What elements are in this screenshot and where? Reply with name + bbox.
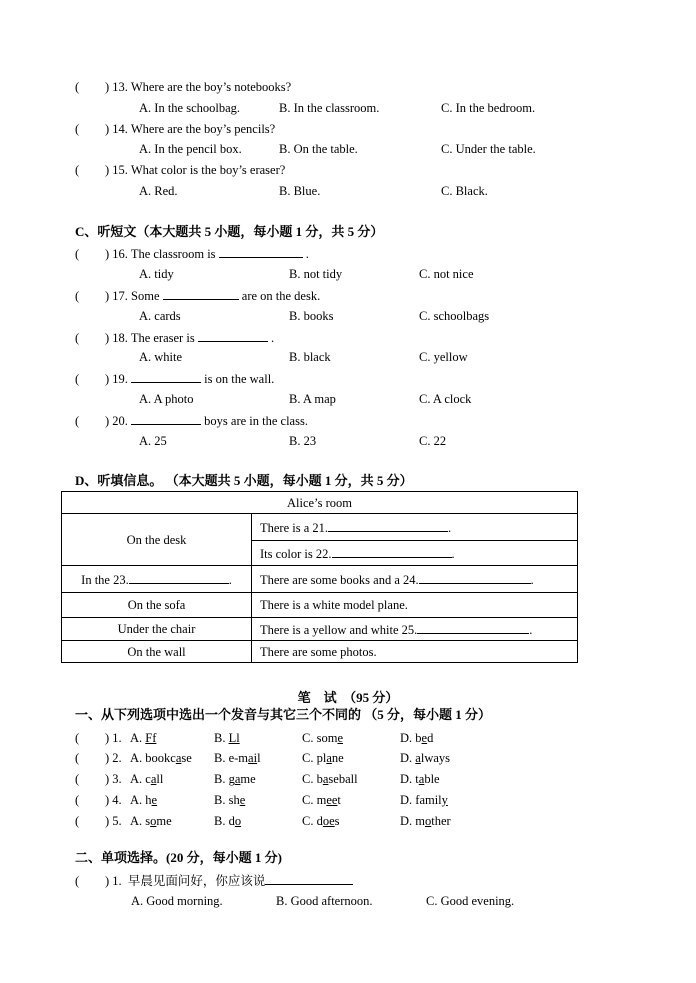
question-text: . <box>270 331 275 345</box>
underlined-letters: a <box>150 772 157 786</box>
underlined-letters: ee <box>326 793 338 807</box>
underlined-letters: a <box>415 751 421 765</box>
question-text: . <box>305 247 309 261</box>
underlined-letters: y <box>441 793 448 807</box>
word-part: se <box>181 751 192 765</box>
option-b[interactable]: B. books <box>289 309 334 323</box>
word-part: ne <box>331 751 344 765</box>
option-c[interactable]: C. Black. <box>441 184 488 198</box>
word-part: C. m <box>302 793 327 807</box>
question-text: The classroom is <box>130 247 216 261</box>
underlined-letters: a <box>418 772 425 786</box>
question-row: ( ) 15. What color is the boy’s eraser? <box>75 163 286 177</box>
section-c-title: C、听短文（本大题共 5 小题，每小题 1 分，共 5 分） <box>75 224 384 239</box>
word-part: A. h <box>130 793 152 807</box>
option-a[interactable] <box>130 771 163 787</box>
word-part: C. d <box>302 814 323 828</box>
word-part: C. som <box>302 731 338 745</box>
word-part: D. famil <box>400 793 442 807</box>
option-c[interactable] <box>302 813 340 829</box>
option-c[interactable]: C. yellow <box>419 350 468 364</box>
question-row: ( ) 2. <box>75 751 122 765</box>
answer-paren[interactable]: ( <box>75 122 80 136</box>
option-a[interactable]: A. cards <box>139 309 181 323</box>
word-part: me <box>240 772 256 786</box>
table-cell-right: There are some books and a 24. . <box>252 566 578 593</box>
table-cell-left: On the sofa <box>62 593 252 618</box>
table-title: Alice’s room <box>62 492 578 514</box>
table-cell-left: Under the chair <box>62 618 252 641</box>
word-part: ll <box>156 772 164 786</box>
option-c[interactable]: C. Under the table. <box>441 142 536 156</box>
option-d[interactable] <box>400 730 433 746</box>
answer-paren[interactable]: ( <box>75 731 80 745</box>
option-a[interactable]: A. white <box>139 350 183 364</box>
answer-blank[interactable] <box>219 245 303 258</box>
question-text: What color is the boy’s eraser? <box>130 163 286 177</box>
question-number: 15 <box>112 163 125 177</box>
option-a[interactable]: A. Red. <box>139 184 178 198</box>
underlined-letters: e <box>337 731 343 745</box>
question-row: ( ) 4. <box>75 793 122 807</box>
question-number: 5 <box>112 814 119 828</box>
question-row: ( ) 1. <box>75 731 122 745</box>
answer-paren[interactable]: ( <box>75 289 80 303</box>
word-part: D. <box>400 751 416 765</box>
answer-blank[interactable] <box>265 872 353 885</box>
option-c[interactable]: C. 22 <box>419 434 447 448</box>
option-b[interactable]: B. Blue. <box>279 184 321 198</box>
option-b[interactable]: B. 23 <box>289 434 317 448</box>
answer-blank-24[interactable] <box>419 571 531 584</box>
option-b[interactable]: B. In the classroom. <box>279 101 380 115</box>
option-c[interactable] <box>302 771 358 787</box>
answer-paren[interactable]: ( <box>75 793 80 807</box>
underlined-letters: a <box>322 772 329 786</box>
word-part: d <box>427 731 434 745</box>
word-part: D. t <box>400 772 419 786</box>
table-cell-right: There is a yellow and white 25. . <box>252 618 578 641</box>
question-row: ( ) 19. is on the wall. <box>75 372 275 386</box>
table-cell-right: There is a white model plane. <box>252 593 578 618</box>
question-row: ( ) 1. 早晨见面问好，你应该说 <box>75 872 353 889</box>
option-b[interactable] <box>214 813 241 829</box>
option-d[interactable] <box>400 813 451 829</box>
option-a[interactable]: A. A photo <box>139 392 194 406</box>
word-part: B. <box>214 731 229 745</box>
word-part: B. g <box>214 772 235 786</box>
question-number: 18 <box>112 331 125 345</box>
option-a[interactable]: A. In the schoolbag. <box>139 101 241 115</box>
option-b[interactable] <box>214 750 261 766</box>
word-part: me <box>156 814 172 828</box>
word-part: A. s <box>130 814 151 828</box>
underlined-letters: e <box>151 793 158 807</box>
option-a[interactable] <box>130 792 157 808</box>
table-cell-right: Its color is 22. . <box>252 541 578 566</box>
option-a[interactable]: A. 25 <box>139 434 167 448</box>
word-part: D. m <box>400 814 425 828</box>
question-number: 2 <box>112 751 119 765</box>
option-b[interactable] <box>214 730 240 746</box>
answer-blank[interactable] <box>131 412 201 425</box>
option-a[interactable] <box>130 730 156 746</box>
question-row: ( ) 3. <box>75 772 122 786</box>
option-b[interactable] <box>214 792 245 808</box>
option-c[interactable]: C. A clock <box>419 392 472 406</box>
question-text: boys are in the class. <box>204 414 308 428</box>
word-part: B. sh <box>214 793 240 807</box>
answer-paren[interactable]: ( <box>75 331 80 345</box>
question-number: 13 <box>112 80 125 94</box>
question-text: Where are the boy’s notebooks? <box>130 80 292 94</box>
question-text: The eraser is <box>130 331 195 345</box>
option-a[interactable]: A. In the pencil box. <box>139 142 242 156</box>
question-number: 3 <box>112 772 119 786</box>
word-part: B. d <box>214 814 235 828</box>
word-part: t <box>337 793 341 807</box>
question-number: 17 <box>112 289 125 303</box>
answer-blank[interactable] <box>131 370 201 383</box>
question-number: 4 <box>112 793 119 807</box>
word-part: s <box>334 814 340 828</box>
question-number: 1 <box>112 731 119 745</box>
option-d[interactable] <box>400 771 440 787</box>
option-d[interactable] <box>400 750 450 766</box>
underlined-letters: o <box>234 814 242 828</box>
table-cell-left: On the wall <box>62 641 252 663</box>
option-a[interactable]: A. tidy <box>139 267 174 281</box>
section-d-title: D、听填信息。 （本大题共 5 小题，每小题 1 分，共 5 分） <box>75 473 413 488</box>
part1-title: 一、从下列选项中选出一个发音与其它三个不同的 （5 分，每小题 1 分） <box>75 707 492 722</box>
answer-paren[interactable]: ( <box>75 772 80 786</box>
word-part: A. c <box>130 772 151 786</box>
table-cell-left: On the desk <box>62 514 252 566</box>
answer-blank-23[interactable] <box>129 571 229 584</box>
underlined-letters: e <box>421 731 428 745</box>
option-c[interactable]: C. Good evening. <box>426 894 515 908</box>
answer-blank-22[interactable] <box>332 545 452 558</box>
option-c[interactable] <box>302 750 344 766</box>
option-d[interactable] <box>400 792 448 808</box>
word-part: A. bookc <box>130 751 176 765</box>
option-a[interactable] <box>130 750 192 766</box>
question-text: are on the desk. <box>241 289 321 303</box>
underlined-letters: o <box>425 814 432 828</box>
word-part: C. pl <box>302 751 327 765</box>
option-c[interactable] <box>302 730 343 746</box>
table-cell-right: There are some photos. <box>252 641 578 663</box>
word-part: D. b <box>400 731 422 745</box>
word-part: ble <box>424 772 440 786</box>
question-number: 19 <box>112 372 125 386</box>
option-a[interactable] <box>130 813 172 829</box>
option-b[interactable] <box>214 771 256 787</box>
part2-title: 二、单项选择。(20 分，每小题 1 分) <box>75 850 282 865</box>
question-number: 14 <box>112 122 125 136</box>
answer-blank[interactable] <box>163 287 239 300</box>
question-text: Some <box>131 289 160 303</box>
word-part: ther <box>431 814 451 828</box>
word-part: lways <box>420 751 451 765</box>
question-number: 20 <box>112 414 125 428</box>
question-row: ( ) 20. boys are in the class. <box>75 414 308 428</box>
word-part: seball <box>328 772 358 786</box>
answer-blank[interactable] <box>198 329 268 342</box>
option-b[interactable]: B. not tidy <box>289 267 343 281</box>
answer-blank-25[interactable] <box>417 621 529 634</box>
option-c[interactable]: C. In the bedroom. <box>441 101 536 115</box>
question-row: ( ) 17. Some are on the desk. <box>75 289 321 303</box>
answer-paren[interactable]: ( <box>75 414 80 428</box>
underlined-letters: ai <box>248 751 258 765</box>
underlined-letters: a <box>234 772 241 786</box>
option-b[interactable]: B. Good afternoon. <box>276 894 373 908</box>
underlined-letters: oe <box>322 814 335 828</box>
question-row: ( ) 5. <box>75 814 122 828</box>
word-part: C. b <box>302 772 323 786</box>
word-part: l <box>257 751 261 765</box>
question-text: Where are the boy’s pencils? <box>130 122 276 136</box>
option-c[interactable]: C. schoolbags <box>419 309 490 323</box>
underlined-letters: Ll <box>228 731 240 745</box>
question-number: 16 <box>112 247 125 261</box>
word-part: A. <box>130 731 146 745</box>
underlined-letters: e <box>239 793 246 807</box>
option-c[interactable] <box>302 792 341 808</box>
written-heading: 笔 试 （95 分） <box>297 690 399 705</box>
underlined-letters: a <box>326 751 332 765</box>
underlined-letters: Ff <box>145 731 157 745</box>
answer-paren[interactable]: ( <box>75 372 80 386</box>
option-c[interactable]: C. not nice <box>419 267 474 281</box>
question-row: ( ) 13. Where are the boy’s notebooks? <box>75 80 292 94</box>
table-cell-left: In the 23. . <box>62 566 252 593</box>
option-a[interactable]: A. Good morning. <box>131 894 223 908</box>
option-b[interactable]: B. black <box>289 350 331 364</box>
underlined-letters: a <box>175 751 182 765</box>
question-text: is on the wall. <box>204 372 275 386</box>
table-cell-right: There is a 21. . <box>252 514 578 541</box>
answer-paren[interactable]: ( <box>75 874 80 888</box>
question-row: ( ) 14. Where are the boy’s pencils? <box>75 122 276 136</box>
answer-paren[interactable]: ( <box>75 80 80 94</box>
answer-paren[interactable]: ( <box>75 163 80 177</box>
answer-paren[interactable]: ( <box>75 751 80 765</box>
underlined-letters: o <box>150 814 157 828</box>
answer-paren[interactable]: ( <box>75 814 80 828</box>
answer-blank-21[interactable] <box>328 519 448 532</box>
question-row: ( ) 18. The eraser is . <box>75 331 275 345</box>
option-b[interactable]: B. On the table. <box>279 142 358 156</box>
answer-paren[interactable]: ( <box>75 247 80 261</box>
word-part: B. e-m <box>214 751 249 765</box>
option-b[interactable]: B. A map <box>289 392 336 406</box>
alice-room-table <box>61 491 578 663</box>
question-row: ( ) 16. The classroom is . <box>75 247 309 261</box>
